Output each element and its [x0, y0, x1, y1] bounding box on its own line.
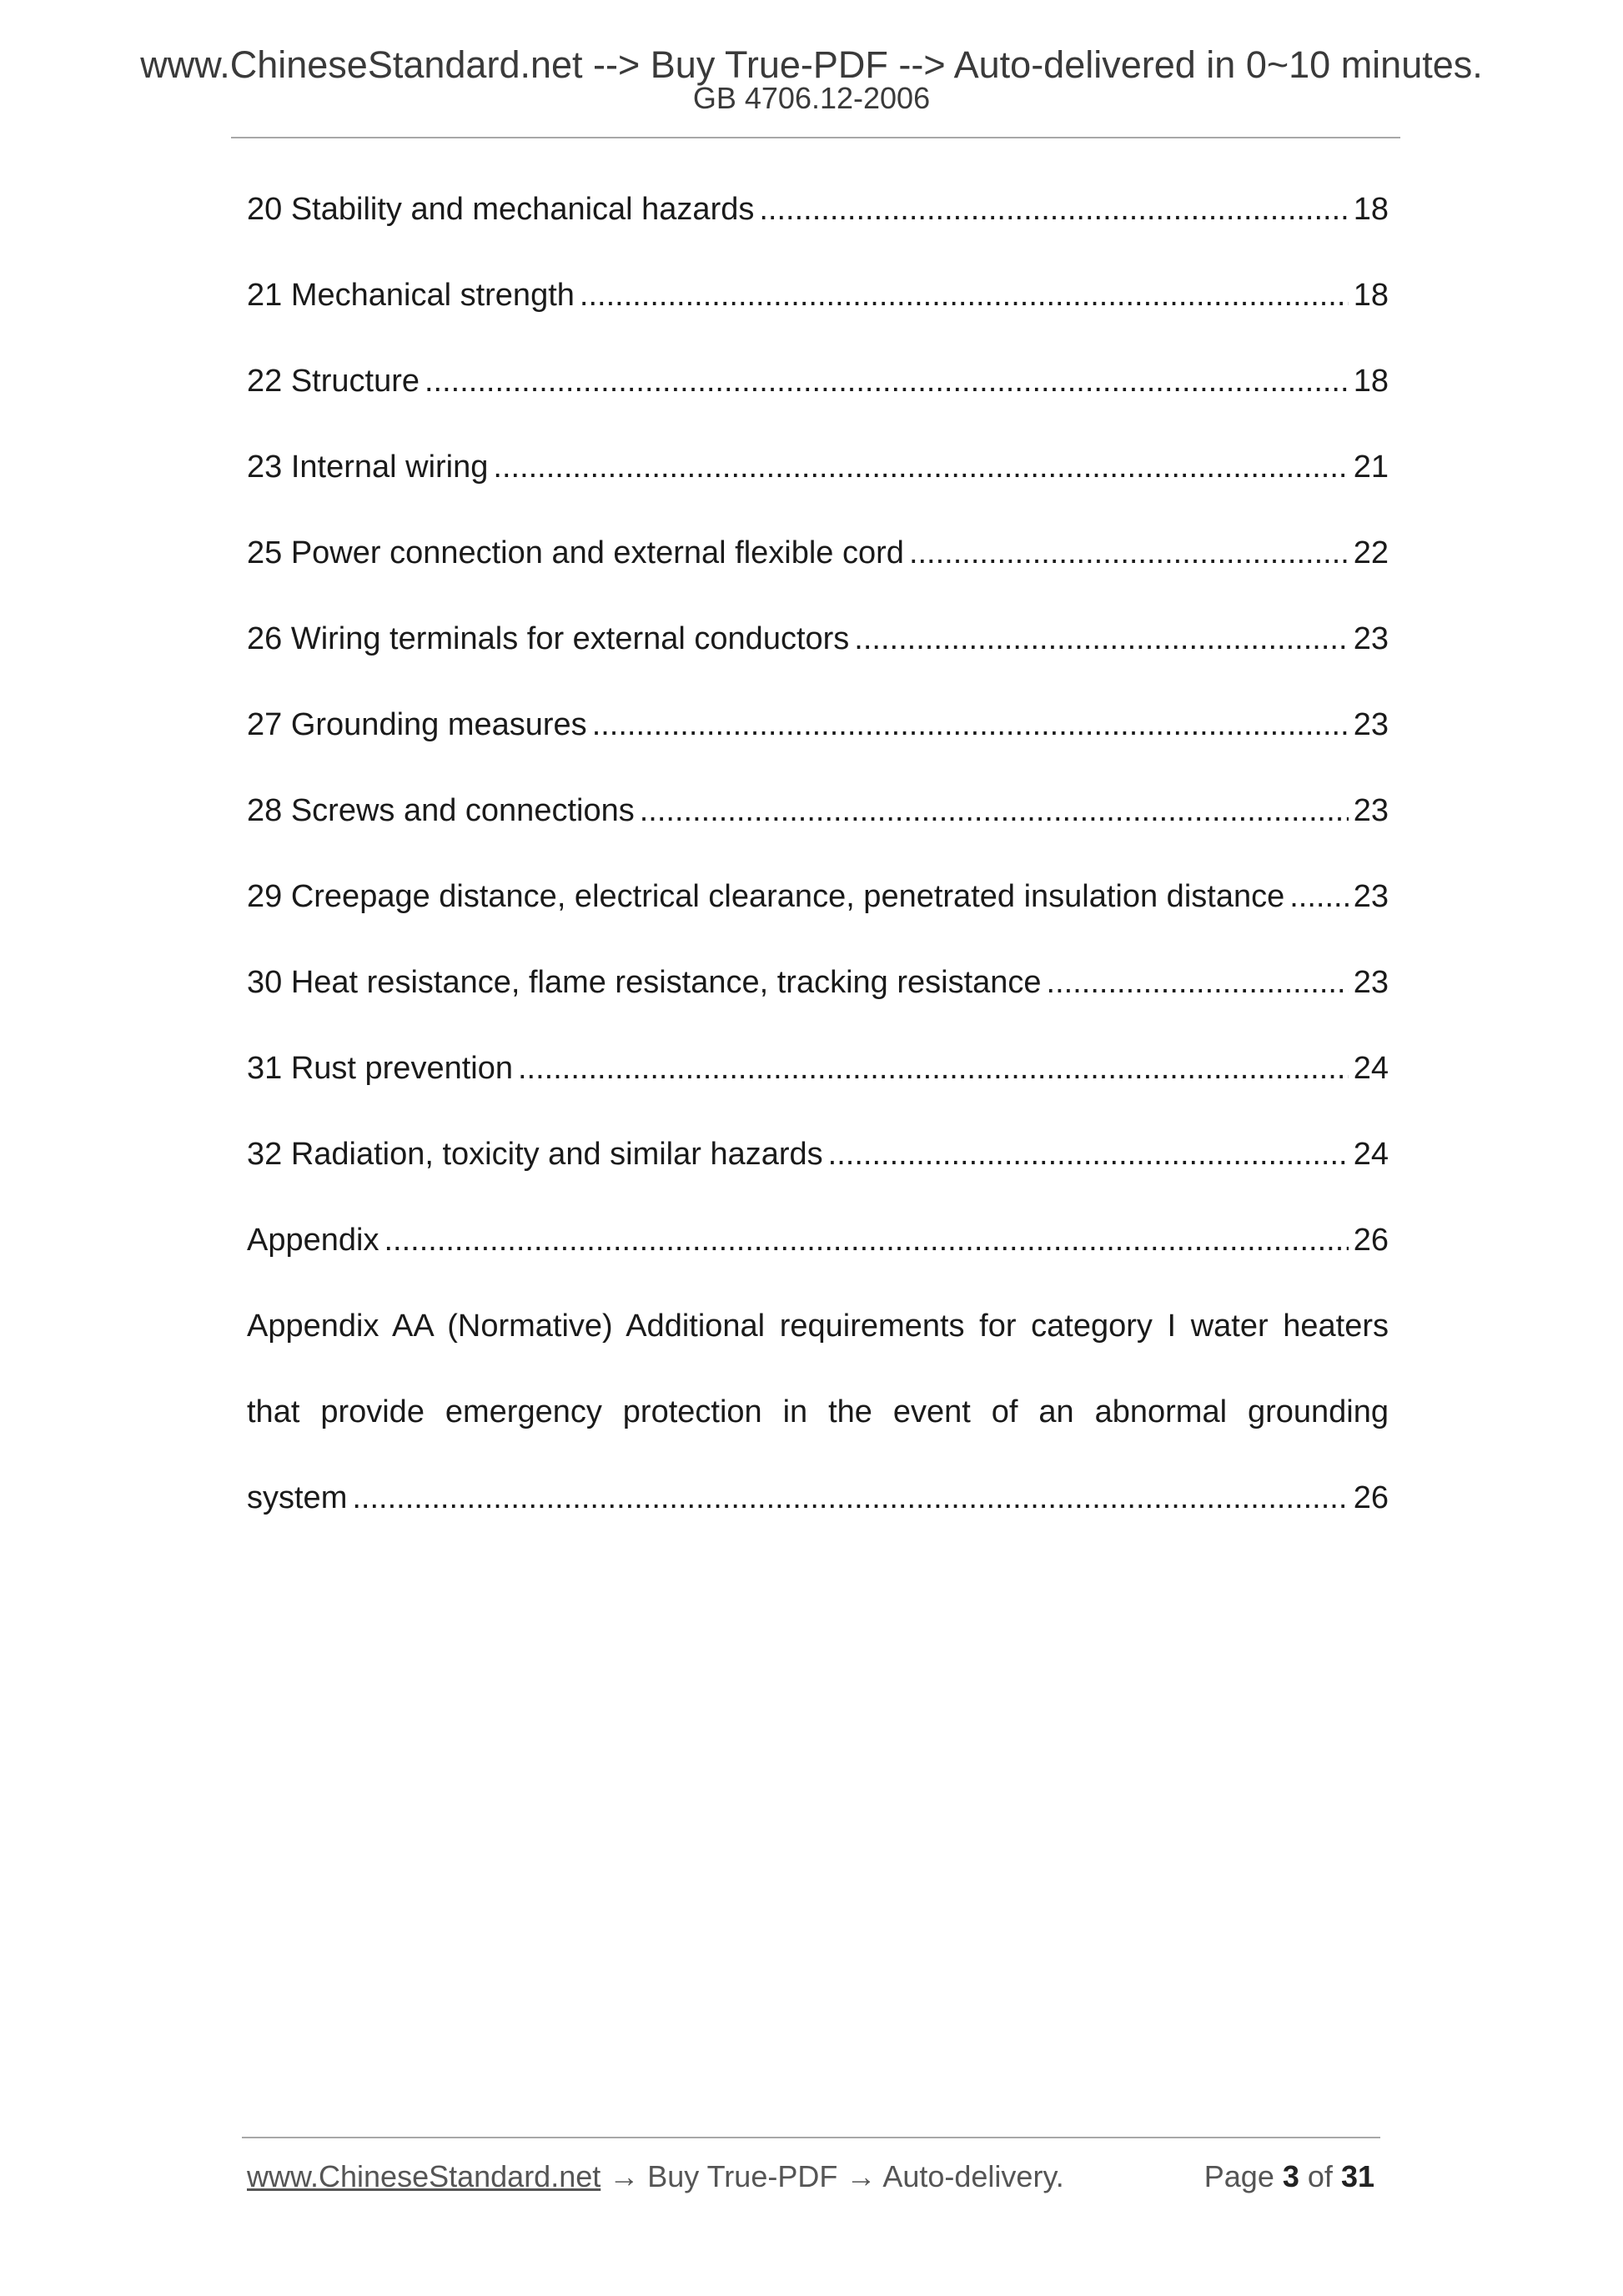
toc-entry[interactable]: [247, 791, 1389, 831]
toc-entry-page: 24: [1353, 1051, 1389, 1086]
page-footer: [247, 2158, 1374, 2195]
toc-entry[interactable]: [247, 533, 1389, 574]
toc-entry[interactable]: [247, 705, 1389, 746]
toc-entry-page: 23: [1353, 793, 1389, 828]
footer-tagline: → Buy True-PDF → Auto-delivery.: [609, 2159, 1064, 2193]
toc-leader-dots: [640, 791, 1349, 831]
total-pages: 31: [1340, 2159, 1374, 2193]
header-divider: [231, 137, 1400, 138]
toc-entry-title: 27 Grounding measures: [247, 707, 587, 742]
toc-entry[interactable]: [247, 447, 1389, 488]
toc-entry-page: 18: [1353, 192, 1389, 227]
toc-entry[interactable]: [247, 189, 1389, 230]
page-number: [1204, 2158, 1374, 2195]
toc-leader-dots: [518, 1048, 1349, 1089]
current-page-number: 3: [1282, 2159, 1299, 2193]
footer-divider: [242, 2137, 1380, 2138]
toc-entry-title: 20 Stability and mechanical hazards: [247, 192, 755, 227]
toc-entry-title: 28 Screws and connections: [247, 793, 635, 828]
toc-leader-dots: [580, 275, 1349, 316]
toc-leader-dots: [425, 361, 1349, 402]
toc-entry-title: system: [247, 1480, 348, 1515]
toc-entry-page: 22: [1353, 535, 1389, 570]
toc-entry-title: Appendix: [247, 1223, 379, 1258]
toc-leader-dots: [854, 619, 1348, 660]
toc-entry-page: 23: [1353, 707, 1389, 742]
toc-leader-dots: [1047, 962, 1349, 1003]
toc-entry-page: 18: [1353, 364, 1389, 399]
toc-leader-dots: [493, 447, 1348, 488]
toc-entry-title: 32 Radiation, toxicity and similar hazards: [247, 1137, 823, 1172]
page-label: Page: [1203, 2159, 1274, 2193]
toc-leader-dots: [352, 1478, 1348, 1519]
toc-entry-page: 23: [1353, 965, 1389, 1000]
toc-entry[interactable]: [247, 962, 1389, 1003]
toc-leader-dots: [828, 1134, 1349, 1175]
toc-leader-dots: [384, 1220, 1348, 1261]
toc-entry-title-line: that provide emergency protection in the event of an abnormal grounding: [247, 1394, 1389, 1429]
toc-entry[interactable]: [247, 1048, 1389, 1089]
toc-entry-appendix-aa[interactable]: [247, 1306, 1389, 1519]
toc-entry-title: 22 Structure: [247, 364, 420, 399]
toc-leader-dots: [592, 705, 1349, 746]
toc-entry-title: 31 Rust prevention: [247, 1051, 513, 1086]
toc-entry-title-line: Appendix AA (Normative) Additional requirements for category I water heaters: [247, 1309, 1389, 1344]
toc-entry-page: 21: [1353, 450, 1389, 485]
toc-entry-title: 21 Mechanical strength: [247, 278, 575, 313]
toc-entry-title: 29 Creepage distance, electrical clearance, penetrated insulation distance: [247, 879, 1285, 914]
toc-entry[interactable]: [247, 619, 1389, 660]
toc-entry[interactable]: [247, 1220, 1389, 1261]
toc-entry[interactable]: [247, 275, 1389, 316]
table-of-contents: [247, 189, 1389, 1564]
toc-entry[interactable]: [247, 361, 1389, 402]
header-banner: www.ChineseStandard.net --> Buy True-PDF --> Auto-delivered in 0~10 minutes.: [140, 43, 1483, 86]
toc-entry-title: 25 Power connection and external flexible cord: [247, 535, 904, 570]
footer-website-link[interactable]: www.ChineseStandard.net: [247, 2159, 601, 2193]
of-label: of: [1307, 2159, 1333, 2193]
toc-entry-page: 26: [1353, 1480, 1389, 1515]
toc-entry[interactable]: [247, 877, 1389, 917]
toc-entry-page: 23: [1353, 879, 1389, 914]
toc-leader-dots: [1289, 877, 1348, 917]
toc-entry-page: 24: [1353, 1137, 1389, 1172]
toc-entry-title: 23 Internal wiring: [247, 450, 489, 485]
toc-entry[interactable]: [247, 1134, 1389, 1175]
toc-entry-title: 30 Heat resistance, flame resistance, tracking resistance: [247, 965, 1042, 1000]
toc-entry-title-final-line: [247, 1478, 1389, 1519]
toc-entry-page: 26: [1353, 1223, 1389, 1258]
toc-leader-dots: [909, 533, 1349, 574]
toc-leader-dots: [759, 189, 1348, 230]
toc-entry-title: 26 Wiring terminals for external conductors: [247, 621, 850, 656]
toc-entry-page: 18: [1353, 278, 1389, 313]
toc-entry-page: 23: [1353, 621, 1389, 656]
document-code: GB 4706.12-2006: [692, 81, 931, 115]
